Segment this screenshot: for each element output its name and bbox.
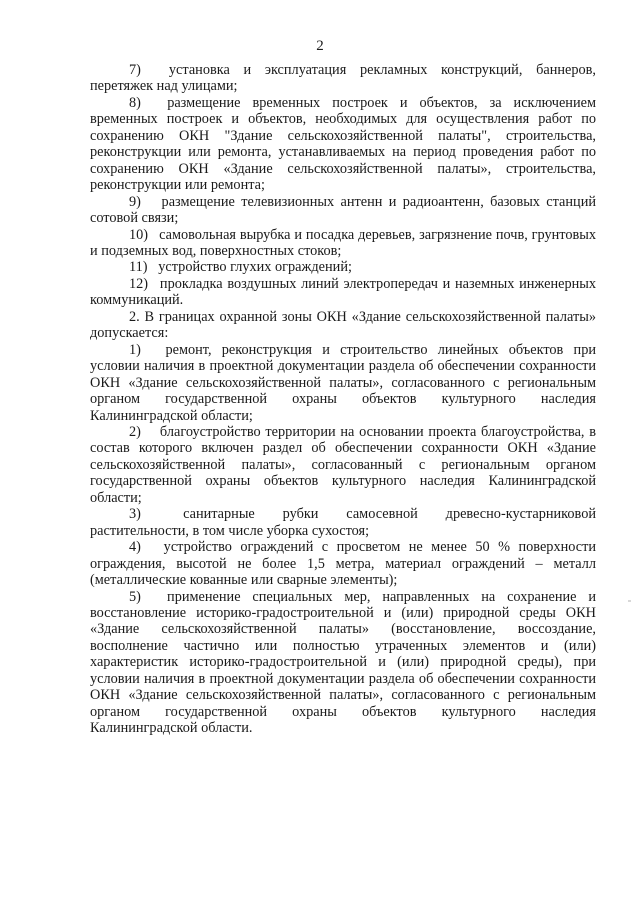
section-2-heading: 2. В границах охранной зоны ОКН «Здание сельскохозяйственной палаты» допускается: — [90, 308, 596, 342]
list-item-12: 12) прокладка воздушных линий электропередач и наземных инженерных коммуникаций. — [90, 275, 596, 309]
document-body — [90, 62, 596, 737]
allowed-item-4: 4) устройство ограждений с просветом не менее 50 % поверхности ограждения, высотой не более 1,5 метра, материал ограждений – металл (металлические кованные или сварные элементы); — [90, 539, 596, 589]
list-item-11: 11) устройство глухих ограждений; — [129, 259, 352, 276]
allowed-item-1: 1) ремонт, реконструкция и строительство линейных объектов при условии наличия в проектной документации раздела об обеспечении сохранности ОКН «Здание сельскохозяйственной палаты», согласованного с региональным органом государственной охраны объектов культурного наследия Калининградской области; — [90, 341, 596, 424]
list-item-9: 9) размещение телевизионных антенн и радиоантенн, базовых станций сотовой связи; — [90, 193, 596, 227]
allowed-item-5: 5) применение специальных мер, направленных на сохранение и восстановление историко-градостроительной и (или) природной среды ОКН «Здание сельскохозяйственной палаты» (восстановление, воссоздание, восполнение частично или полностью утраченных элементов и (или) характеристик историко-градостроительной и (или) природной среды), при условии наличия в проектной документации раздела об обеспечении сохранности ОКН «Здание сельскохозяйственной палаты», согласованного с региональным органом государственной охраны объектов культурного наследия Калининградской области. — [90, 588, 596, 737]
scan-speck — [628, 600, 631, 602]
page-number: 2 — [316, 38, 324, 54]
allowed-item-3: 3) санитарные рубки самосевной древесно-кустарниковой растительности, в том числе уборка сухостоя; — [90, 506, 596, 539]
list-item-7: 7) установка и эксплуатация рекламных конструкций, баннеров, перетяжек над улицами; — [90, 62, 596, 95]
list-item-8: 8) размещение временных построек и объектов, за исключением временных построек и объектов, необходимых для осуществления работ по сохранению ОКН "Здание сельскохозяйственной палаты", строительства, реконструкции или ремонта, устанавливаемых на период проведения работ по сохранению ОКН «Здание сельскохозяйственной палаты», строительства, реконструкции или ремонта; — [90, 94, 596, 194]
allowed-item-2: 2) благоустройство территории на основании проекта благоустройства, в состав которого включен раздел об обеспечении сохранности ОКН «Здание сельскохозяйственной палаты», согласованный с региональным органом государственной охраны объектов культурного наследия Калининградской области; — [90, 423, 596, 506]
list-item-10: 10) самовольная вырубка и посадка деревьев, загрязнение почв, грунтовых и подземных вод, поверхностных стоков; — [90, 226, 596, 259]
